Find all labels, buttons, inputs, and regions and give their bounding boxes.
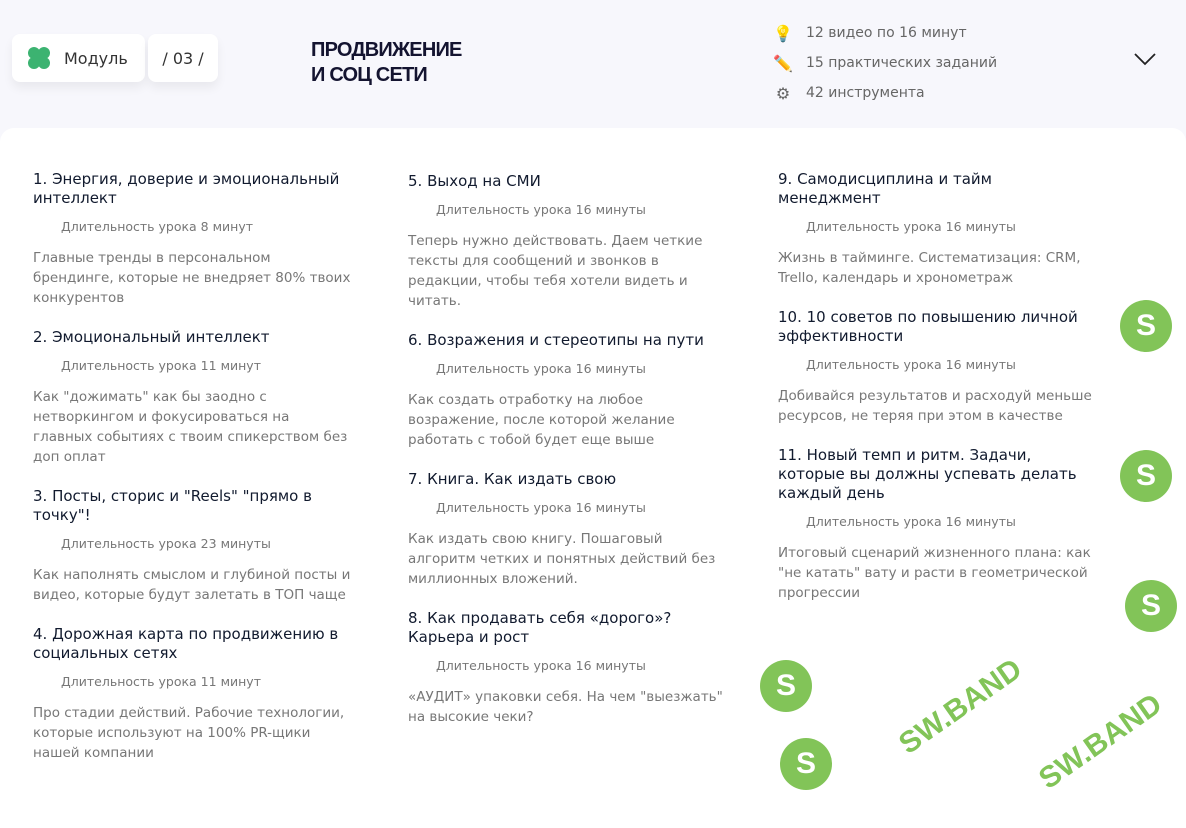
lesson-title: 8. Как продавать себя «дорого»? Карьера и рост	[408, 609, 672, 646]
watermark-text: SW.BAND	[893, 652, 1029, 761]
stat-text: 15 практических заданий	[806, 55, 998, 71]
lesson-description: Теперь нужно действовать. Даем четкие тексты для сообщений и звонков в редакции, чтобы тебя хотели видеть и читать.	[408, 233, 703, 309]
lesson-title: 7. Книга. Как издать свою	[408, 470, 617, 488]
lesson-description: Добивайся результатов и расходуй меньше ресурсов, не теряя при этом в качестве	[778, 388, 1092, 424]
module-stats	[772, 18, 997, 108]
module-badge	[12, 34, 145, 82]
lesson-title: 9. Самодисциплина и тайм менеджмент	[778, 170, 992, 207]
module-title: ПРОДВИЖЕНИЕ И СОЦ СЕТИ	[311, 39, 462, 86]
lesson-duration: Длительность урока 16 минуты	[436, 361, 646, 376]
lessons-column	[33, 170, 353, 783]
clover-icon	[28, 47, 50, 69]
lesson-description: Главные тренды в персональном брендинге, которые не внедряет 80% твоих конкурентов	[33, 250, 351, 306]
lesson-description: Как "дожимать" как бы заодно с нетворкингом и фокусироваться на главных событиях с твоим спикерством без доп оплат	[33, 389, 348, 465]
lesson-title: 10. 10 советов по повышению личной эффективности	[778, 308, 1078, 345]
lesson-duration: Длительность урока 16 минуты	[806, 219, 1016, 234]
lesson-item	[408, 172, 728, 311]
watermark-text: SW.BAND	[1033, 687, 1169, 796]
lesson-duration: Длительность урока 16 минуты	[806, 514, 1016, 529]
lesson-description: Как наполнять смыслом и глубиной посты и видео, которые будут залетать в ТОП чаще	[33, 567, 351, 603]
lesson-title: 5. Выход на СМИ	[408, 172, 541, 190]
module-header	[0, 0, 1186, 128]
lesson-item	[778, 446, 1093, 603]
lightbulb-icon: 💡	[773, 23, 793, 43]
lesson-duration: Длительность урока 11 минут	[61, 674, 261, 689]
watermark-logo-icon: S	[1120, 450, 1172, 502]
lesson-duration: Длительность урока 16 минуты	[436, 658, 646, 673]
lesson-title: 2. Эмоциональный интеллект	[33, 328, 270, 346]
lesson-item	[33, 625, 353, 763]
lesson-title: 3. Посты, сторис и "Reels" "прямо в точку"!	[33, 487, 312, 524]
lesson-duration: Длительность урока 23 минуты	[61, 536, 271, 551]
lesson-item	[33, 487, 353, 605]
lesson-duration: Длительность урока 16 минуты	[436, 202, 646, 217]
stat-text: 12 видео по 16 минут	[806, 25, 967, 41]
lesson-duration: Длительность урока 11 минут	[61, 358, 261, 373]
lesson-description: Как издать свою книгу. Пошаговый алгоритм четких и понятных действий без миллионных вложений.	[408, 531, 716, 587]
lesson-item	[33, 170, 353, 308]
lesson-title: 11. Новый темп и ритм. Задачи, которые вы должны успевать делать каждый день	[778, 446, 1077, 502]
lesson-item	[33, 328, 353, 467]
lesson-item	[778, 308, 1093, 426]
stat-videos	[772, 18, 997, 48]
gear-icon: ⚙	[775, 83, 791, 103]
watermark-logo-icon: S	[780, 738, 832, 790]
stat-tasks	[772, 48, 997, 78]
lesson-item	[408, 609, 728, 727]
lesson-item	[778, 170, 1093, 288]
lessons-card	[0, 128, 1186, 828]
lesson-title: 1. Энергия, доверие и эмоциональный интеллект	[33, 170, 340, 207]
lesson-description: Итоговый сценарий жизненного плана: как "не катать" вату и расти в геометрической прогрессии	[778, 545, 1091, 601]
chevron-down-icon[interactable]	[1134, 52, 1156, 66]
lesson-duration: Длительность урока 16 минуты	[436, 500, 646, 515]
lesson-duration: Длительность урока 16 минуты	[806, 357, 1016, 372]
module-number: / 03 /	[148, 34, 218, 82]
stat-tools	[772, 78, 997, 108]
lessons-column	[408, 172, 728, 747]
watermark-logo-icon: S	[1125, 580, 1177, 632]
lesson-description: «АУДИТ» упаковки себя. На чем "выезжать" на высокие чеки?	[408, 689, 723, 725]
lesson-item	[408, 331, 728, 450]
lesson-description: Про стадии действий. Рабочие технологии, которые используют на 100% PR-щики нашей компании	[33, 705, 345, 761]
lesson-description: Жизнь в тайминге. Систематизация: CRM, Trello, календарь и хронометраж	[778, 250, 1081, 286]
lesson-title: 4. Дорожная карта по продвижению в социальных сетях	[33, 625, 339, 662]
lesson-title: 6. Возражения и стереотипы на пути	[408, 331, 704, 349]
lessons-column	[778, 170, 1093, 623]
watermark-logo-icon: S	[760, 660, 812, 712]
watermark-logo-icon: S	[1120, 300, 1172, 352]
lesson-duration: Длительность урока 8 минут	[61, 219, 254, 234]
lesson-item	[408, 470, 728, 589]
pencil-icon: ✏️	[773, 53, 793, 73]
module-label: Модуль	[64, 48, 128, 68]
lesson-description: Как создать отработку на любое возражение, после которой желание работать с тобой будет еще выше	[408, 392, 675, 448]
stat-text: 42 инструмента	[806, 85, 925, 101]
